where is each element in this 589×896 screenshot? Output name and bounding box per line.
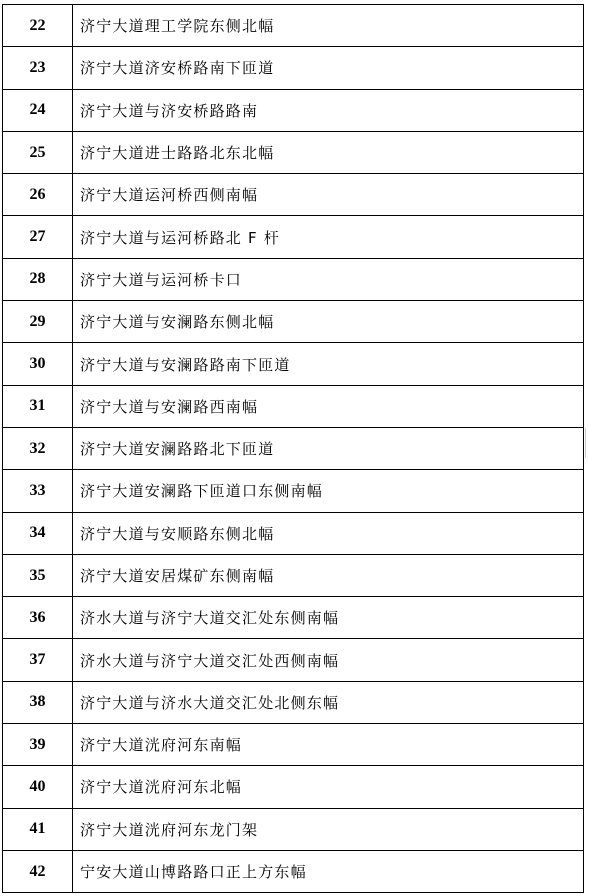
location-name: 济宁大道洸府河东北幅 <box>73 766 584 808</box>
table-row <box>3 131 584 173</box>
row-number: 27 <box>3 216 73 258</box>
table-row <box>3 258 584 300</box>
table-row <box>3 343 584 385</box>
location-name: 济宁大道运河桥西侧南幅 <box>73 174 584 216</box>
row-number: 24 <box>3 89 73 131</box>
location-table-body <box>3 5 584 893</box>
table-row <box>3 512 584 554</box>
location-name: 济宁大道与安澜路西南幅 <box>73 385 584 427</box>
location-name: 济宁大道安澜路路北下匝道 <box>73 427 584 469</box>
table-row <box>3 639 584 681</box>
row-number: 36 <box>3 597 73 639</box>
row-number: 39 <box>3 724 73 766</box>
location-name: 济宁大道与运河桥路北 F 杆 <box>73 216 584 258</box>
location-name: 济宁大道济安桥路南下匝道 <box>73 47 584 89</box>
row-number: 29 <box>3 301 73 343</box>
location-name: 济水大道与济宁大道交汇处西侧南幅 <box>73 639 584 681</box>
table-row <box>3 850 584 892</box>
table-row <box>3 89 584 131</box>
row-number: 37 <box>3 639 73 681</box>
location-name: 宁安大道山博路路口正上方东幅 <box>73 850 584 892</box>
row-number: 42 <box>3 850 73 892</box>
row-number: 23 <box>3 47 73 89</box>
table-row <box>3 47 584 89</box>
location-name: 济宁大道理工学院东侧北幅 <box>73 5 584 47</box>
location-name: 济宁大道安居煤矿东侧南幅 <box>73 554 584 596</box>
row-number: 33 <box>3 470 73 512</box>
row-number: 26 <box>3 174 73 216</box>
row-number: 28 <box>3 258 73 300</box>
table-row <box>3 385 584 427</box>
table-row <box>3 5 584 47</box>
row-number: 25 <box>3 131 73 173</box>
location-name: 济宁大道与济水大道交汇处北侧东幅 <box>73 681 584 723</box>
location-name: 济宁大道与安澜路东侧北幅 <box>73 301 584 343</box>
table-row <box>3 554 584 596</box>
table-row <box>3 766 584 808</box>
table-row <box>3 174 584 216</box>
row-number: 34 <box>3 512 73 554</box>
table-row <box>3 724 584 766</box>
row-number: 38 <box>3 681 73 723</box>
location-name: 济宁大道洸府河东南幅 <box>73 724 584 766</box>
location-name: 济宁大道与安澜路路南下匝道 <box>73 343 584 385</box>
location-name: 济宁大道安澜路下匝道口东侧南幅 <box>73 470 584 512</box>
row-number: 32 <box>3 427 73 469</box>
table-row <box>3 427 584 469</box>
edge-mark <box>585 428 586 458</box>
table-row <box>3 681 584 723</box>
row-number: 40 <box>3 766 73 808</box>
location-name: 济宁大道进士路路北东北幅 <box>73 131 584 173</box>
row-number: 35 <box>3 554 73 596</box>
table-row <box>3 808 584 850</box>
location-name: 济水大道与济宁大道交汇处东侧南幅 <box>73 597 584 639</box>
location-name: 济宁大道与济安桥路路南 <box>73 89 584 131</box>
row-number: 31 <box>3 385 73 427</box>
table-row <box>3 470 584 512</box>
location-name: 济宁大道洸府河东龙门架 <box>73 808 584 850</box>
row-number: 22 <box>3 5 73 47</box>
location-name: 济宁大道与安顺路东侧北幅 <box>73 512 584 554</box>
row-number: 41 <box>3 808 73 850</box>
table-row <box>3 216 584 258</box>
table-row <box>3 597 584 639</box>
table-row <box>3 301 584 343</box>
row-number: 30 <box>3 343 73 385</box>
location-table <box>2 4 584 893</box>
location-name: 济宁大道与运河桥卡口 <box>73 258 584 300</box>
